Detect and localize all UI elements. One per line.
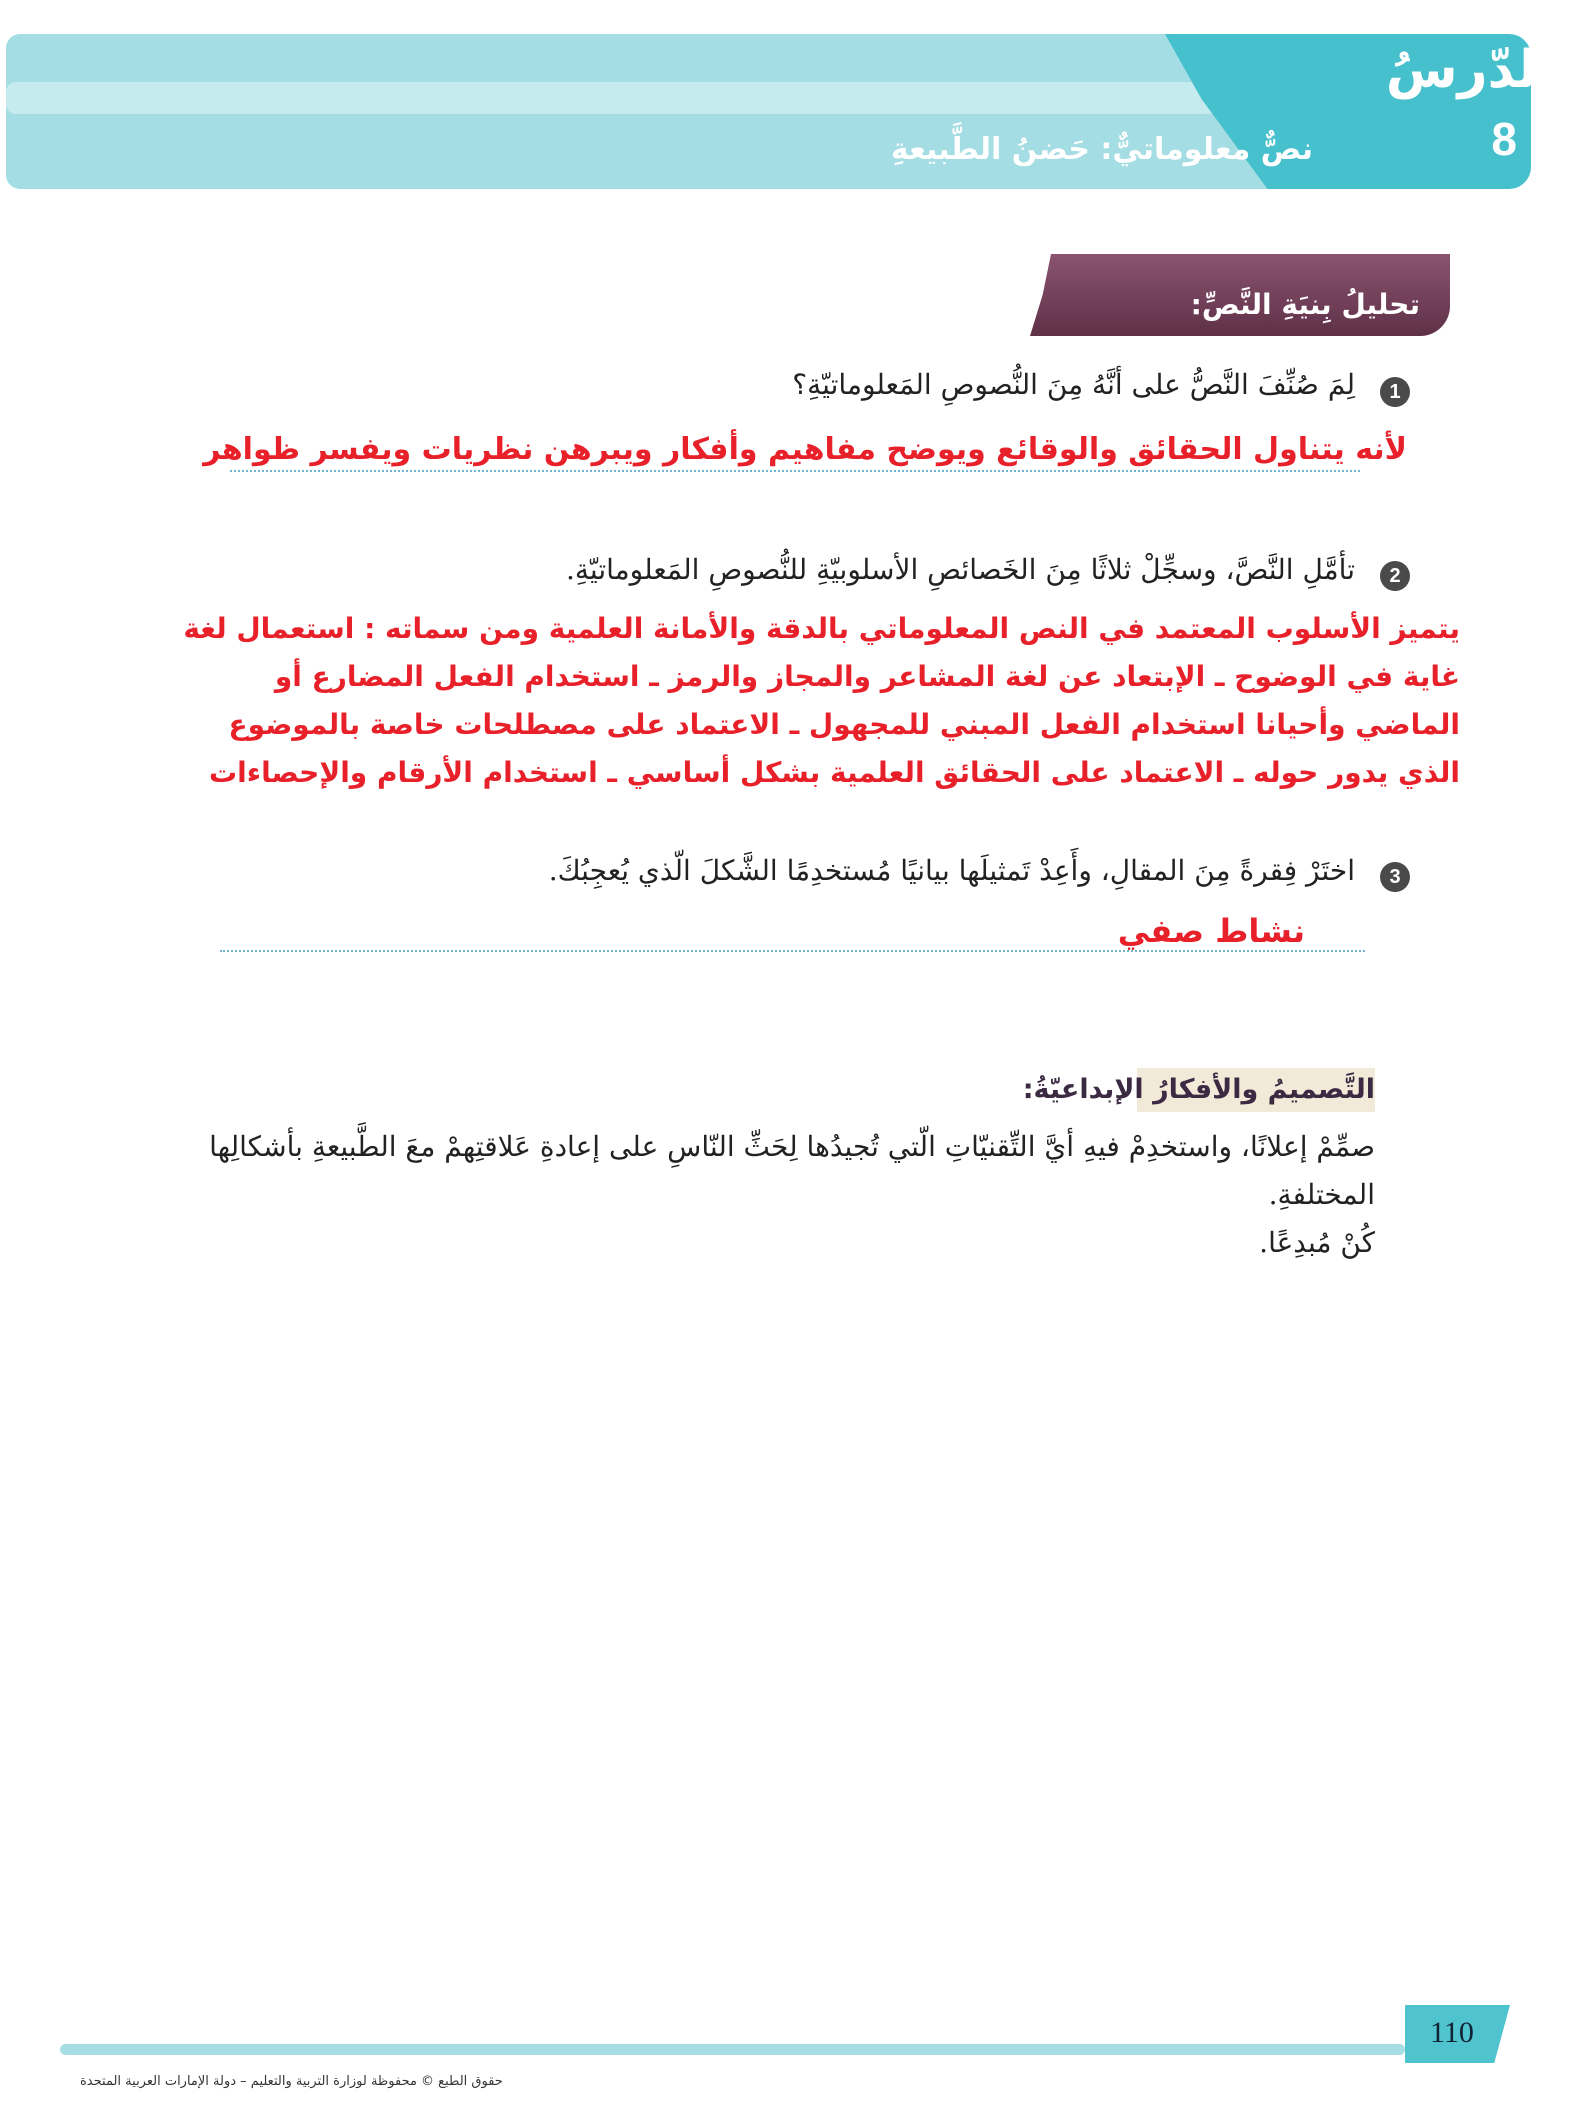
answer-line: [230, 470, 1360, 472]
creative-heading: التَّصميمُ والأفكارُ الإبداعيّةُ:: [1137, 1068, 1375, 1112]
answer-text: يتميز الأسلوب المعتمد في النص المعلوماتي بالدقة والأمانة العلمية ومن سماته : استعمال لغة: [183, 612, 1460, 645]
footer-bar: [60, 2044, 1405, 2055]
question-text: لِمَ صُنِّفَ النَّصُّ على أنَّهُ مِنَ النُّصوصِ المَعلوماتيّةِ؟: [792, 368, 1355, 401]
question-number-badge: 2: [1380, 561, 1410, 591]
question-number-badge: 1: [1380, 377, 1410, 407]
answer-text: الذي يدور حوله ـ الاعتماد على الحقائق العلمية بشكل أساسي ـ استخدام الأرقام والإحصاءات: [209, 756, 1460, 789]
question-number-badge: 3: [1380, 862, 1410, 892]
answer-text: لأنه يتناول الحقائق والوقائع ويوضح مفاهيم وأفكار ويبرهن نظريات ويفسر ظواهر: [203, 432, 1407, 467]
answer-text: الماضي وأحيانا استخدام الفعل المبني للمجهول ـ الاعتماد على مصطلحات خاصة بالموضوع: [228, 708, 1460, 741]
creative-paragraph: كُنْ مُبدِعًا.: [1259, 1226, 1375, 1259]
creative-paragraph: صمِّمْ إعلانًا، واستخدِمْ فيهِ أيَّ التِّقنيّاتِ الّتي تُجيدُها لِحَثِّ النّاسِ على إعادةِ عَلاقتِهمْ معَ الطَّبيعةِ بأشكالِها: [209, 1130, 1375, 1163]
header-stripe: [6, 82, 1326, 114]
lesson-subtitle: نصٌّ معلوماتيٌّ: حَضنُ الطَّبيعةِ: [890, 132, 1313, 167]
page-number: 110: [1430, 2016, 1474, 2049]
answer-text: نشاط صفي: [1117, 912, 1305, 950]
question-text: اختَرْ فِقرةً مِنَ المقالِ، وأَعِدْ تَمثيلَها بيانيًا مُستخدِمًا الشَّكلَ الّذي يُعجِبُكَ.: [548, 854, 1355, 887]
creative-paragraph: المختلفةِ.: [1268, 1178, 1375, 1211]
answer-text: غاية في الوضوح ـ الإبتعاد عن لغة المشاعر والمجاز والرمز ـ استخدام الفعل المضارع أو: [274, 660, 1460, 693]
copyright-notice: حقوق الطبع © محفوظة لوزارة التربية والتعليم – دولة الإمارات العربية المتحدة: [80, 2074, 503, 2089]
lesson-number: 8: [1491, 113, 1517, 165]
section-title: تحليلُ بِنيَةِ النَّصِّ:: [1190, 288, 1420, 321]
question-text: تأمَّلِ النَّصَّ، وسجِّلْ ثلاثًا مِنَ الخَصائصِ الأسلوبيّةِ للنُّصوصِ المَعلوماتيّةِ.: [566, 553, 1355, 586]
lesson-label: الدّرسُ: [1385, 40, 1555, 100]
answer-line: [220, 950, 1365, 952]
